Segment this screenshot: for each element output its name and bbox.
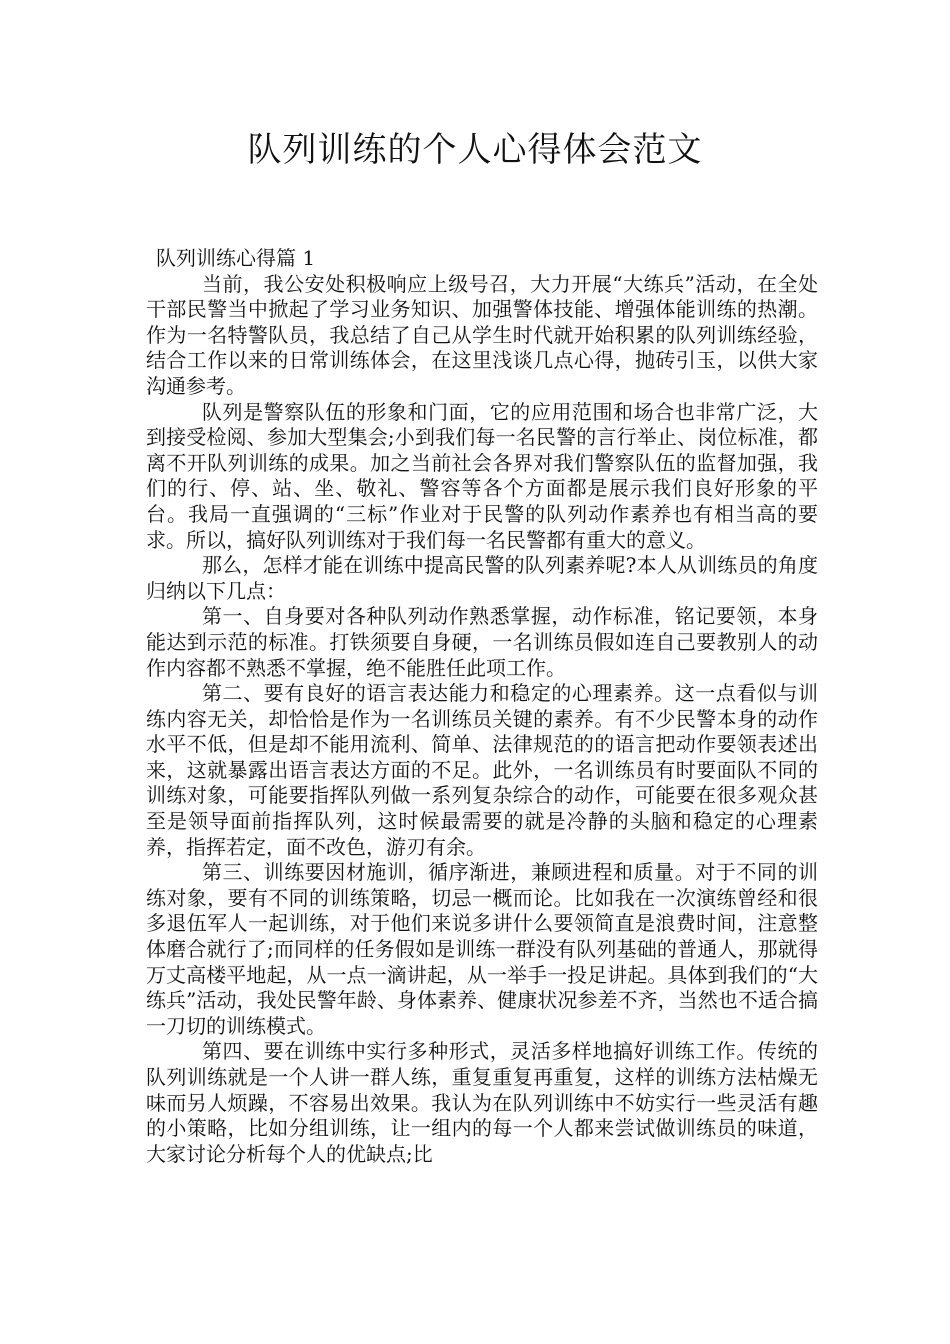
paragraph-4: 第一、自身要对各种队列动作熟悉掌握，动作标准，铭记要领，本身能达到示范的标准。打铁须要自身硬，一名训练员假如连自己要教别人的动作内容都不熟悉不掌握，绝不能胜任此项工作。 — [146, 604, 818, 680]
section-heading: 队列训练心得篇 1 — [156, 246, 316, 270]
paragraph-6: 第三、训练要因材施训，循序渐进，兼顾进程和质量。对于不同的训练对象，要有不同的训练策略，切忌一概而论。比如我在一次演练曾经和很多退伍军人一起训练，对于他们来说多讲什么要领简直是浪费时间，注意整体磨合就行了;而同样的任务假如是训练一群没有队列基础的普通人，那就得万丈高楼平地起，从一点一滴讲起，从一举手一投足讲起。具体到我们的“大练兵”活动，我处民警年龄、身体素养、健康状况参差不齐，当然也不适合搞一刀切的训练模式。 — [146, 860, 818, 1038]
paragraph-5: 第二、要有良好的语言表达能力和稳定的心理素养。这一点看似与训练内容无关，却恰恰是作为一名训练员关键的素养。有不少民警本身的动作水平不低，但是却不能用流利、简单、法律规范的的语言把动作要领表述出来，这就暴露出语言表达方面的不足。此外，一名训练员有时要面队不同的训练对象，可能要指挥队列做一系列复杂综合的动作，可能要在很多观众甚至是领导面前指挥队列，这时候最需要的就是冷静的头脑和稳定的心理素养，指挥若定，面不改色，游刃有余。 — [146, 681, 818, 859]
paragraph-3: 那么，怎样才能在训练中提高民警的队列素养呢?本人从训练员的角度归纳以下几点： — [146, 553, 818, 603]
paragraph-1: 当前，我公安处积极响应上级号召，大力开展“大练兵”活动，在全处干部民警当中掀起了学习业务知识、加强警体技能、增强体能训练的热潮。作为一名特警队员，我总结了自己从学生时代就开始积累的队列训练经验，结合工作以来的日常训练体会，在这里浅谈几点心得，抛砖引玉，以供大家沟通参考。 — [146, 271, 818, 398]
document-body — [146, 246, 818, 1167]
paragraph-2: 队列是警察队伍的形象和门面，它的应用范围和场合也非常广泛，大到接受检阅、参加大型集会;小到我们每一名民警的言行举止、岗位标准，都离不开队列训练的成果。加之当前社会各界对我们警察队伍的监督加强，我们的行、停、站、坐、敬礼、警容等各个方面都是展示我们良好形象的平台。我局一直强调的“三标”作业对于民警的队列动作素养也有相当高的要求。所以，搞好队列训练对于我们每一名民警都有重大的意义。 — [146, 399, 818, 552]
paragraph-7: 第四、要在训练中实行多种形式，灵活多样地搞好训练工作。传统的队列训练就是一个人讲一群人练，重复重复再重复，这样的训练方法枯燥无味而另人烦躁，不容易出效果。我认为在队列训练中不妨实行一些灵活有趣的小策略，比如分组训练，让一组内的每一个人都来尝试做训练员的味道，大家讨论分析每个人的优缺点;比 — [146, 1039, 818, 1166]
document-title: 队列训练的个人心得体会范文 — [247, 130, 703, 170]
